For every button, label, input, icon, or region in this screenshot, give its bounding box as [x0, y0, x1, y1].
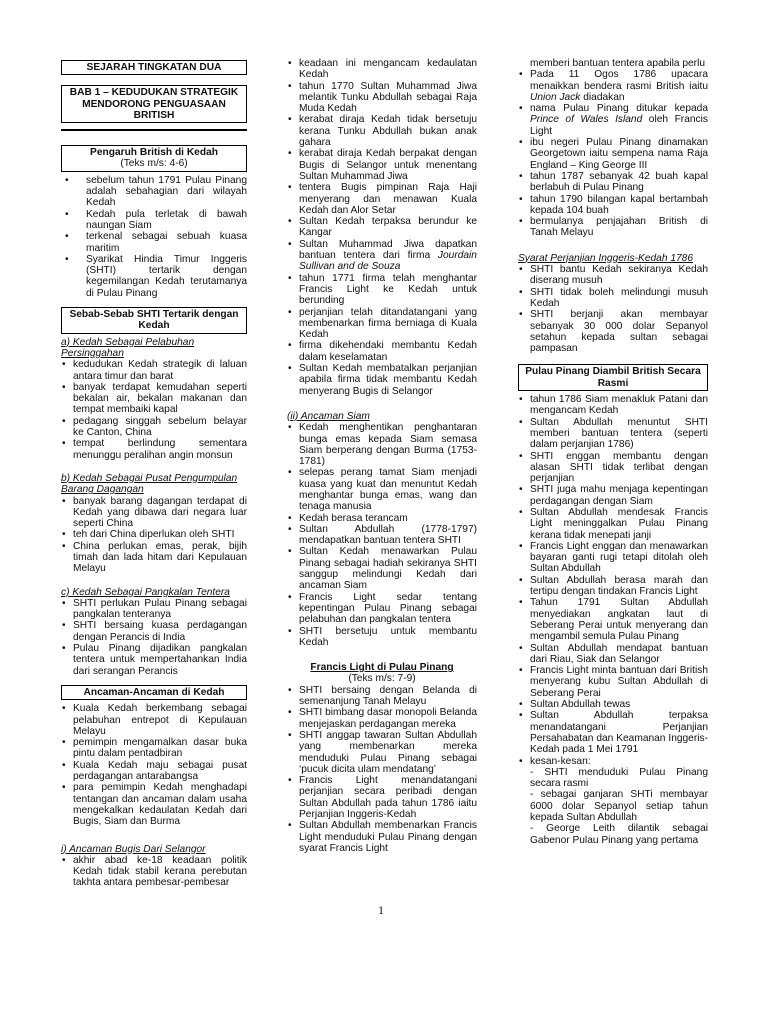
list-item-text: Sultan Muhammad Jiwa dapatkan bantuan tentera dari firma — [299, 238, 477, 262]
list-item: • Sultan Kedah membatalkan perjanjian apabila firma tidak membantu Kedah menyerang Bugis di Selangor — [287, 363, 477, 397]
column-2 — [287, 58, 477, 854]
list-item: • SHTI perlukan Pulau Pinang sebagai pangkalan tenteranya — [61, 598, 247, 621]
section-subtitle: (Teks m/s: 7-9) — [348, 673, 416, 685]
list-item: • selepas perang tamat Siam menjadi kuasa yang kuat dan menuntut Kedah menghantar bunga emas, wang dan tenaga manusia — [287, 467, 477, 512]
list-item: • terkenal sebagai sebuah kuasa maritim — [61, 231, 247, 254]
list-item: • SHTI berjanji akan membayar sebanyak 30 000 dolar Sepanyol setahun kepada sultan sebagai pampasan — [518, 309, 708, 354]
list-item: • Kedah pula terletak di bawah naungan Siam — [61, 209, 247, 232]
list-item: • kerabat diraja Kedah berpakat dengan Bugis di Selangor untuk menentang Sultan Muhammad Jiwa — [287, 148, 477, 182]
list-item: • SHTI bantu Kedah sekiranya Kedah diserang musuh — [518, 264, 708, 287]
list-item: • Sultan Abdullah membenarkan Francis Light menduduki Pulau Pinang dengan syarat Francis Light — [287, 820, 477, 854]
list-item: • Kedah berasa terancam — [287, 513, 477, 524]
column-3 — [518, 58, 708, 846]
list-item: • SHTI bersetuju untuk membantu Kedah — [287, 626, 477, 649]
list-item: • bermulanya penjajahan British di Tanah Melayu — [518, 216, 708, 239]
section-box-pengaruh — [61, 145, 247, 172]
column-1 — [61, 60, 247, 889]
chapter-title: BAB 1 – KEDUDUKAN STRATEGIK MENDORONG PENGUASAAN BRITISH — [61, 85, 247, 123]
effect-item: - SHTI menduduki Pulau Pinang secara rasmi — [530, 766, 708, 790]
list-item: • tentera Bugis pimpinan Raja Haji menyerang dan menawan Kuala Kedah dan Alor Setar — [287, 182, 477, 216]
list-item: • Sultan Abdullah tewas — [518, 699, 708, 710]
firm-name: Jourdain Sullivan and de Souza — [299, 250, 477, 273]
subsection-heading: i) Ancaman Bugis Dari Selangor — [61, 843, 206, 855]
list-item: • teh dari China diperlukan oleh SHTI — [61, 529, 247, 540]
list-item: • SHTI tidak boleh melindungi musuh Kedah — [518, 287, 708, 310]
list-item: • kesan-kesan: — [518, 756, 708, 767]
list-item: • tahun 1790 bilangan kapal bertambah kepada 104 buah — [518, 194, 708, 217]
list-item: • Francis Light enggan dan menawarkan bayaran ganti rugi tetapi ditolah oleh Sultan Abdullah — [518, 541, 708, 575]
list-item: • Sultan Abdullah mendesak Francis Light meninggalkan Pulau Pinang kerana tidak menepati janji — [518, 507, 708, 541]
list-item: • Kuala Kedah berkembang sebagai pelabuhan entrepot di Kepulauan Melayu — [61, 703, 247, 737]
list-item: • Syarikat Hindia Timur Inggeris (SHTI) tertarik dengan kegemilangan Kedah terutamanya di Pulau Pinang — [61, 254, 247, 299]
page-number: 1 — [378, 903, 384, 917]
list-item: • kerabat diraja Kedah tidak bersetuju kerana Tunku Abdullah bukan anak gahara — [287, 114, 477, 148]
list-item: • firma dikehendaki membantu Kedah dalam keselamatan — [287, 340, 477, 363]
list-item — [518, 69, 708, 103]
list-item: • SHTI enggan membantu dengan alasan SHTI tidak terlibat dengan perjanjian — [518, 451, 708, 485]
list-item: • Sultan Abdullah berasa marah dan tertipu dengan tindakan Francis Light — [518, 575, 708, 598]
section-box-sebab: Sebab-Sebab SHTI Tertarik dengan Kedah — [61, 307, 247, 334]
list-item-text: Pada 11 Ogos 1786 upacara menaikkan bendera rasmi British iaitu — [530, 69, 708, 92]
list-item — [518, 103, 708, 137]
effect-item: - sebagai ganjaran SHTi membayar 6000 dolar Sepanyol setiap tahun kepada Sultan Abdullah — [530, 789, 708, 823]
list-item: • Sultan Abdullah (1778-1797) mendapatkan bantuan tentera SHTI — [287, 524, 477, 547]
section-box-pulau-pinang: Pulau Pinang Diambil British Secara Rasmi — [518, 364, 708, 391]
subsection-heading: (ii) Ancaman Siam — [287, 410, 370, 422]
list-item: • Sultan Abdullah terpaksa menandatangani Perjanjian Persahabatan dan Keamanan Inggeris-Kedah pada 1 Mei 1791 — [518, 710, 708, 755]
list-item — [287, 239, 477, 273]
list-item-text: nama Pulau Pinang ditukar kepada — [530, 103, 708, 115]
list-item: • banyak barang dagangan terdapat di Kedah yang dibawa dari negara luar seperti China — [61, 496, 247, 530]
list-item-text: diadakan — [583, 91, 625, 103]
list-item: • tahun 1786 Siam menakluk Patani dan mengancam Kedah — [518, 394, 708, 417]
island-name: Prince of Wales Island — [530, 114, 643, 126]
list-item: • Sultan Kedah terpaksa berundur ke Kangar — [287, 216, 477, 239]
section-box-title: Pengaruh British di Kedah — [90, 147, 218, 159]
list-item: • tahun 1770 Sultan Muhammad Jiwa melantik Tunku Abdullah sebagai Raja Muda Kedah — [287, 81, 477, 115]
list-item: • SHTI bersaing kuasa perdagangan dengan Perancis di India — [61, 620, 247, 643]
list-item: • SHTI anggap tawaran Sultan Abdullah yang membenarkan mereka menduduki Pulau Pinang sebagai ‘pucuk dicita ulam mendatang’ — [287, 730, 477, 775]
section-heading-francis-light: Francis Light di Pulau Pinang — [310, 662, 454, 674]
section-box-subtitle: (Teks m/s: 4-6) — [120, 158, 188, 170]
list-item: • Francis Light minta bantuan dari British menyerang kubu Sultan Abdullah di Seberang Perai — [518, 665, 708, 699]
flag-name: Union Jack — [530, 91, 581, 103]
subsection-heading: a) Kedah Sebagai Pelabuhan Persinggahan — [61, 336, 195, 359]
continued-text: memberi bantuan tentera apabila perlu — [530, 58, 705, 69]
list-item: • China perlukan emas, perak, bijih timah dan lada hitam dari Kepulauan Melayu — [61, 541, 247, 575]
section-box-ancaman: Ancaman-Ancaman di Kedah — [61, 685, 247, 700]
list-item: • SHTI juga mahu menjaga kepentingan perdagangan dengan Siam — [518, 484, 708, 507]
list-item: • perjanjian telah ditandatangani yang membenarkan firma berniaga di Kuala Kedah — [287, 307, 477, 341]
list-item: • akhir abad ke-18 keadaan politik Kedah tidak stabil kerana perebutan takhta antara pembesar-pembesar — [61, 855, 247, 889]
subsection-heading: c) Kedah Sebagai Pangkalan Tentera — [61, 586, 230, 598]
list-item: • Kuala Kedah maju sebagai pusat perdagangan antarabangsa — [61, 760, 247, 783]
subsection-heading: b) Kedah Sebagai Pusat Pengumpulan Barang Dagangan — [61, 472, 238, 496]
list-item: • ibu negeri Pulau Pinang dinamakan Georgetown iaitu sempena nama Raja England – King George III — [518, 137, 708, 171]
list-item: • Francis Light sedar tentang kepentingan Pulau Pinang sebagai pelabuhan dan pangkalan tentera — [287, 592, 477, 626]
list-item: • tahun 1787 sebanyak 42 buah kapal berlabuh di Pulau Pinang — [518, 171, 708, 194]
list-item: • Sultan Abdullah menuntut SHTI memberi bantuan tentera (seperti dalam perjanjian 1786) — [518, 417, 708, 451]
list-item: • sebelum tahun 1791 Pulau Pinang adalah sebahagian dari wilayah Kedah — [61, 175, 247, 209]
list-item: • pemimpin mengamalkan dasar buka pintu dalam pentadbiran — [61, 737, 247, 760]
list-item: • Francis Light menandatangani perjanjian secara peribadi dengan Sultan Abdullah pada tahun 1786 iaitu Perjanjian Inggeris-Kedah — [287, 775, 477, 820]
list-item: • banyak terdapat kemudahan seperti bekalan air, bekalan makanan dan tempat membaiki kapal — [61, 382, 247, 416]
subject-title: SEJARAH TINGKATAN DUA — [61, 60, 247, 75]
divider — [61, 129, 247, 131]
list-item: • Tahun 1791 Sultan Abdullah menyediakan angkatan laut di Seberang Perai untuk menyerang dan mengambil semula Pulau Pinang — [518, 597, 708, 642]
list-item: • SHTI bersaing dengan Belanda di semenanjung Tanah Melayu — [287, 685, 477, 708]
list-item: • SHTI bimbang dasar monopoli Belanda menjejaskan perdagangan mereka — [287, 707, 477, 730]
list-item: • tahun 1771 firma telah menghantar Francis Light ke Kedah untuk berunding — [287, 273, 477, 307]
list-item-text: oleh Francis Light — [530, 114, 708, 137]
list-item: • Kedah menghentikan penghantaran bunga emas kepada Siam semasa Siam berperang dengan Burma (1753-1781) — [287, 422, 477, 467]
effect-item: - George Leith dilantik sebagai Gabenor Pulau Pinang yang pertama — [530, 823, 708, 846]
list-item: • Sultan Kedah menawarkan Pulau Pinang sebagai hadiah sekiranya SHTI sanggup melindungi Kedah dari ancaman Siam — [287, 546, 477, 591]
list-item: • para pemimpin Kedah menghadapi tentangan dan ancaman dalam usaha mengekalkan kedaulatan Kedah dari Bugis, Siam dan Burma — [61, 782, 247, 827]
list-item: • Sultan Abdullah mendapat bantuan dari Riau, Siak dan Selangor — [518, 643, 708, 666]
subsection-heading: Syarat Perjanjian Inggeris-Kedah 1786 — [518, 252, 693, 264]
list-item: • keadaan ini mengancam kedaulatan Kedah — [287, 58, 477, 81]
list-item: • kedudukan Kedah strategik di laluan antara timur dan barat — [61, 359, 247, 382]
list-item: • tempat berlindung sementara menunggu peralihan angin monsun — [61, 438, 247, 461]
list-item: • pedagang singgah sebelum belayar ke Canton, China — [61, 416, 247, 439]
list-item: • Pulau Pinang dijadikan pangkalan tentera untuk mempertahankan India dari serangan Perancis — [61, 643, 247, 677]
